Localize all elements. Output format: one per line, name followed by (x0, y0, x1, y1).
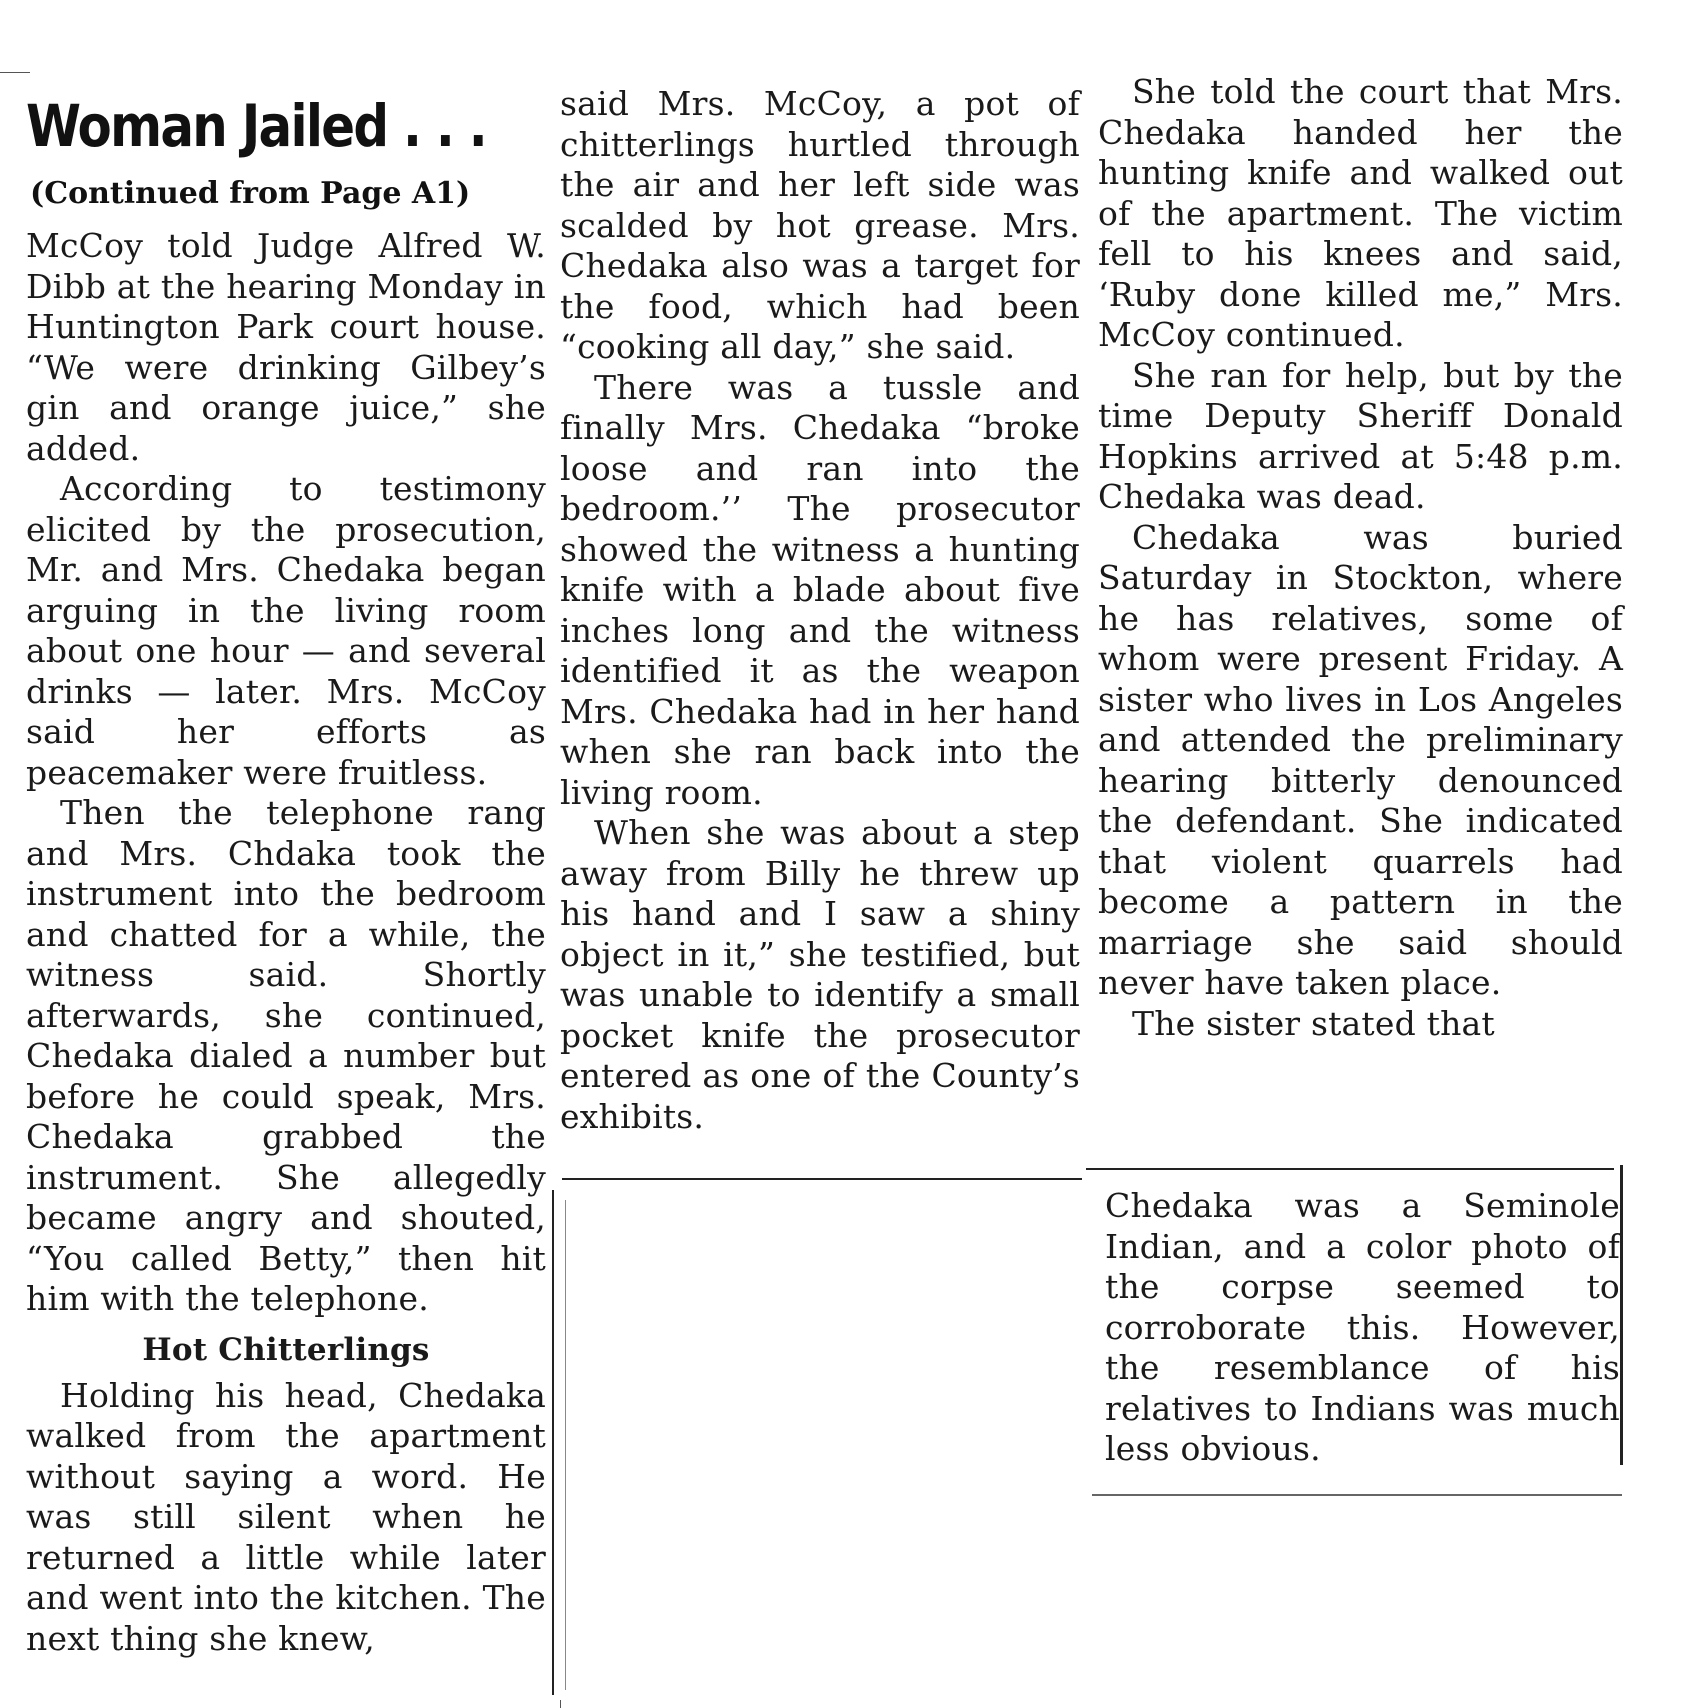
paragraph: Chedaka was a Seminole Indian, and a color photo of the corpse seemed to corroborate this. However, the resemblance of his relatives to Indians was much less obvious. (1105, 1186, 1620, 1468)
paragraph: She ran for help, but by the time Deputy Sheriff Donald Hopkins arrived at 5:48 p.m. Chedaka was dead. (1098, 355, 1623, 516)
paragraph: When she was about a step away from Billy he threw up his hand and I saw a shiny object in it,” she testified, but was unable to identify a small pocket knife the prosecutor entered as one of the County’s exhibits. (560, 813, 1080, 1136)
column-1-right-edge-inner (565, 1200, 566, 1690)
subheading: Hot Chitterlings (142, 1331, 430, 1368)
column-2-bottom-rule (562, 1178, 1082, 1180)
paragraph: There was a tussle and finally Mrs. Chedaka “broke loose and ran into the bedroom.’’ The prosecutor showed the witness a hunting knife with a blade about five inches long and the witness identified it as the weapon Mrs. Chedaka had in her hand when she ran back into the living room. (560, 367, 1080, 812)
scan-mark (560, 1700, 561, 1708)
paragraph: Then the telephone rang and Mrs. Chdaka took the instrument into the bedroom and chatted for a while, the witness said. Shortly afterwards, she continued, Chedaka dialed a number but before he could speak, Mrs. Chedaka grabbed the instrument. She allegedly became angry and shouted, “You called Betty,” then hit him with the telephone. (26, 793, 546, 1318)
paragraph: said Mrs. McCoy, a pot of chitterlings hurtled through the air and her left side was scalded by hot grease. Mrs. Chedaka also was a target for the food, which had been “cooking all day,” she said. (560, 84, 1080, 366)
column-3-continued (1105, 1186, 1620, 1470)
paragraph: McCoy told Judge Alfred W. Dibb at the hearing Monday in Huntington Park court house. “We were drinking Gilbey’s gin and orange juice,” she added. (26, 226, 546, 468)
paragraph: Holding his head, Chedaka walked from the apartment without saying a word. He was still silent when he returned a little while later and went into the kitchen. The next thing she knew, (26, 1375, 546, 1658)
paragraph: Chedaka was buried Saturday in Stockton, where he has relatives, some of whom were present Friday. A sister who lives in Los Angeles and attended the preliminary hearing bitterly denounced the defendant. She indicated that violent quarrels had become a pattern in the marriage she said should never have taken place. (1098, 517, 1623, 1002)
column-3-right-edge (1620, 1165, 1623, 1465)
paragraph: The sister stated that (1132, 1003, 1495, 1043)
scan-mark (0, 72, 30, 73)
column-1 (26, 226, 546, 1659)
column-2 (560, 84, 1080, 1137)
paragraph: She told the court that Mrs. Chedaka handed her the hunting knife and walked out of the apartment. The victim fell to his knees and said, ‘Ruby done killed me,” Mrs. McCoy continued. (1098, 72, 1623, 354)
column-3-bottom-rule (1092, 1494, 1622, 1496)
column-1-right-edge (552, 1190, 554, 1695)
continued-note: (Continued from Page A1) (30, 176, 471, 211)
column-3-top-rule (1086, 1168, 1614, 1170)
column-3 (1098, 72, 1623, 1044)
paragraph: According to testimony elicited by the prosecution, Mr. and Mrs. Chedaka began arguing in the living room about one hour — and several drinks — later. Mrs. McCoy said her efforts as peacemaker were fruitless. (26, 469, 546, 792)
headline: Woman Jailed . . . (26, 92, 486, 160)
